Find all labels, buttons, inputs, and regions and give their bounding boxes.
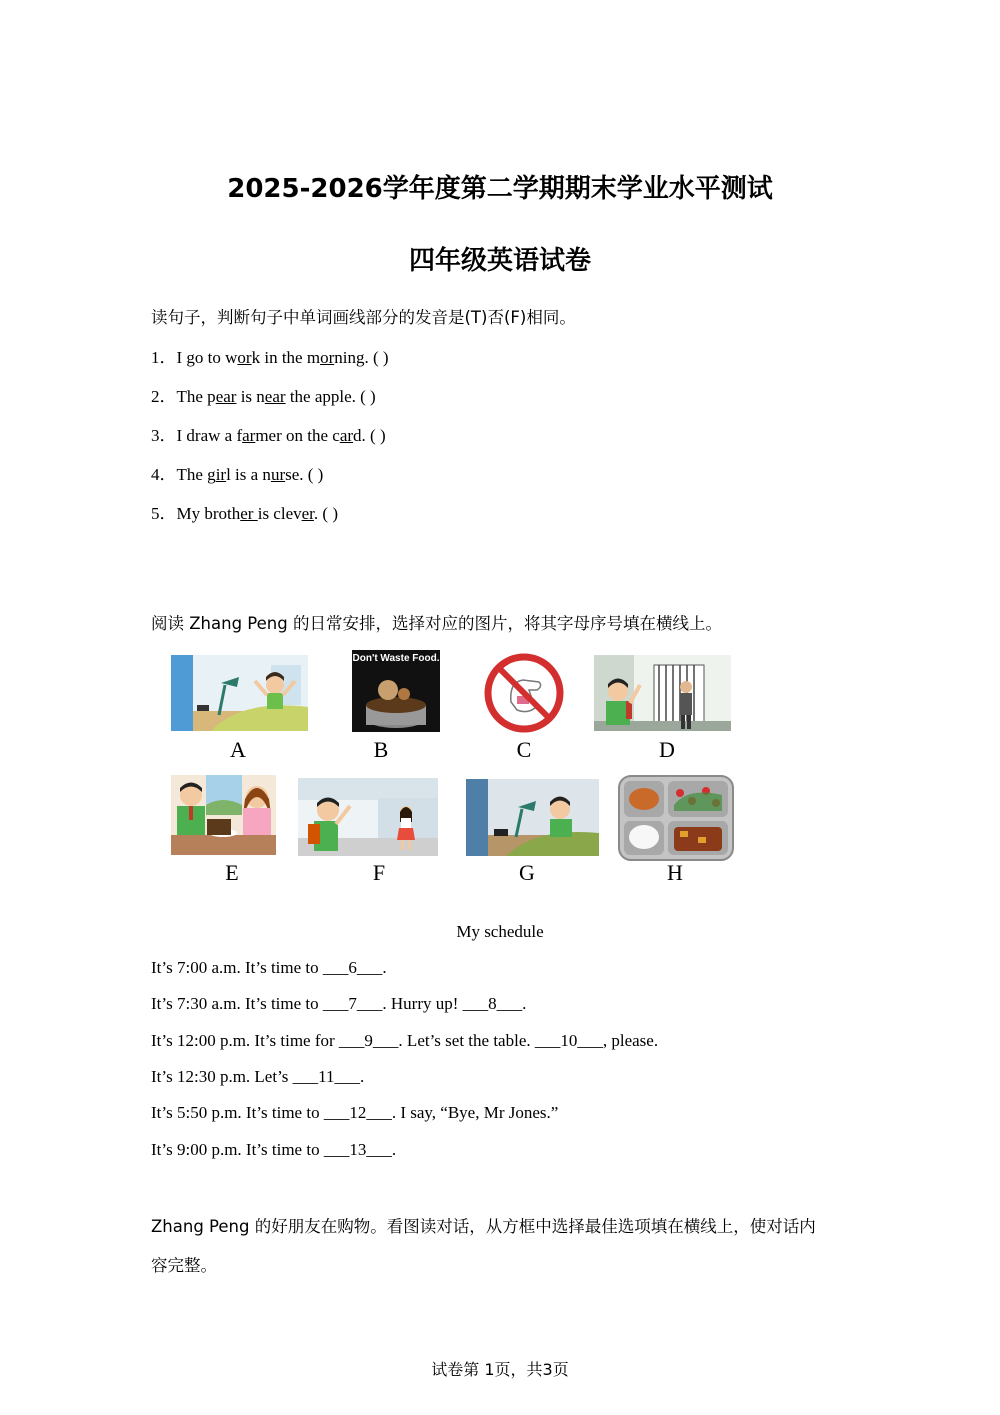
exam-title: 2025-2026学年度第二学期期末学业水平测试: [227, 174, 773, 204]
question-number: 4．: [151, 465, 177, 484]
underlined-part: or: [320, 348, 335, 367]
picture-f-label: F: [372, 860, 386, 885]
schedule-title: My schedule: [456, 922, 544, 941]
picture-f-saying-goodbye: [298, 778, 438, 856]
question-number: 3．: [151, 426, 177, 445]
question-number: 2．: [151, 387, 177, 406]
question-2: 2．The pear is near the apple. ( ): [151, 387, 376, 406]
picture-b-label: B: [373, 737, 389, 762]
picture-c-no-touching-sign: [483, 652, 565, 734]
underlined-part: ir: [215, 465, 227, 484]
picture-h-lunch-tray: [618, 775, 734, 861]
picture-g-label: G: [519, 860, 535, 885]
picture-a-label: A: [230, 737, 246, 762]
picture-e-eating-lunch: [171, 775, 276, 855]
schedule-line-2: It’s 7:30 a.m. It’s time to ___7___. Hurry up! ___8___.: [151, 994, 527, 1013]
picture-a-wake-up: [171, 655, 308, 731]
poster-text: Don't Waste Food.: [352, 653, 440, 664]
underlined-part: ar: [242, 426, 256, 445]
picture-g-going-to-bed: [466, 779, 599, 856]
picture-h-label: H: [667, 860, 683, 885]
underlined-part: or: [237, 348, 252, 367]
section2-instruction: 阅读 Zhang Peng 的日常安排，选择对应的图片，将其字母序号填在横线上。: [151, 614, 722, 633]
schedule-line-1: It’s 7:00 a.m. It’s time to ___6___.: [151, 958, 387, 977]
question-number: 5．: [151, 504, 177, 523]
schedule-line-3: It’s 12:00 p.m. It’s time for ___9___. Let’s set the table. ___10___, please.: [151, 1031, 659, 1050]
question-number: 1．: [151, 348, 177, 367]
picture-d-label: D: [659, 737, 675, 762]
underlined-part: er: [301, 504, 314, 523]
underlined-part: ear: [264, 387, 286, 406]
section3-instruction-line2: 容完整。: [151, 1256, 217, 1275]
schedule-line-6: It’s 9:00 p.m. It’s time to ___13___.: [151, 1140, 397, 1159]
underlined-part: ar: [339, 426, 354, 445]
schedule-line-5: It’s 5:50 p.m. It’s time to ___12___. I say, “Bye, Mr Jones.”: [151, 1103, 559, 1122]
exam-subtitle: 四年级英语试卷: [408, 246, 591, 276]
picture-c-label: C: [516, 737, 532, 762]
schedule-line-4: It’s 12:30 p.m. Let’s ___11___.: [151, 1067, 365, 1086]
picture-b-dont-waste-food: [352, 650, 440, 732]
question-1: 1．I go to work in the morning. ( ): [151, 348, 389, 367]
question-3: 3．I draw a farmer on the card. ( ): [151, 426, 386, 445]
section1-instruction: 读句子，判断句子中单词画线部分的发音是(T)否(F)相同。: [151, 308, 576, 327]
picture-e-label: E: [225, 860, 239, 885]
section3-instruction-line1: Zhang Peng 的好朋友在购物。看图读对话，从方框中选择最佳选项填在横线上，使对话内: [151, 1217, 816, 1236]
underlined-part: er: [240, 504, 258, 523]
question-4: 4．The girl is a nurse. ( ): [151, 465, 324, 484]
underlined-part: ur: [270, 465, 286, 484]
page-footer: 试卷第 1页，共3页: [431, 1360, 569, 1379]
question-5: 5．My brother is clever. ( ): [151, 504, 338, 523]
underlined-part: ear: [215, 387, 237, 406]
picture-d-school-gate: [594, 655, 731, 731]
